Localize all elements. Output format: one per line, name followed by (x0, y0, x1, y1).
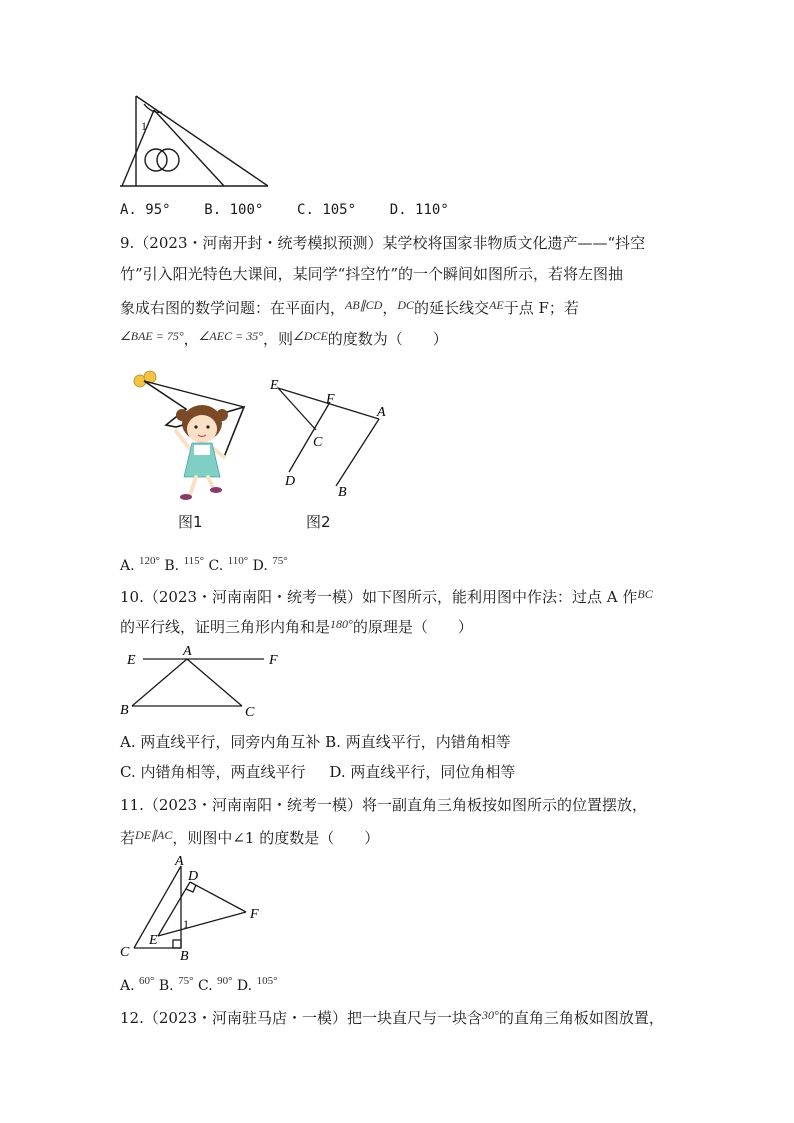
girl-eye-right (206, 425, 209, 428)
q9-option-d-value: 75° (272, 555, 288, 567)
q11-side-ef (158, 912, 246, 936)
q11-line-1: 11.（2023・河南南阳・统考一模）将一副直角三角板按如图所示的位置摆放， (120, 796, 648, 814)
q10-line-2 (120, 614, 473, 637)
q10-label-b: B (120, 703, 129, 718)
q9-fig2-label-f: F (326, 392, 335, 407)
q10-option-a: A. 两直线平行，同旁内角互补 (120, 733, 321, 751)
q9-text: 的延长线交 (414, 299, 490, 317)
q11-option-c-letter: C. (197, 978, 213, 994)
q9-fig2-label-b: B (338, 485, 347, 500)
q8-angle-label-1: 1 (141, 119, 147, 133)
q9-figure-1-caption: 图1 (178, 513, 203, 531)
q9-option-c-letter: C. (208, 558, 224, 574)
q8-inner-left (122, 110, 154, 186)
q9-math-angle-dce: ∠DCE (293, 329, 328, 343)
girl-leg-left (190, 477, 196, 495)
q9-text: 的度数为（ ） (327, 330, 448, 348)
q8-figure (118, 92, 273, 190)
q9-option-c-value: 110° (227, 555, 249, 567)
q9-option-a-value: 120° (139, 555, 160, 567)
q10-options-row-2 (120, 762, 515, 782)
q9-fig2-label-d: D (285, 474, 296, 489)
q10-label-f: F (269, 653, 278, 668)
q10-side-ab (132, 659, 187, 706)
q9-options (120, 551, 288, 576)
q11-text: ，则图中∠1 的度数是（ ） (172, 829, 380, 847)
q9-math-angle-bae: ∠BAE = 75° (120, 329, 184, 343)
q10-text: 10.（2023・河南南阳・统考一模）如下图所示，能利用图中作法：过点 A 作 (120, 588, 638, 606)
q10-label-e: E (127, 653, 136, 668)
q11-right-angle-b (173, 940, 181, 948)
q9-fig2-label-e: E (270, 378, 279, 393)
q11-label-c: C (120, 945, 130, 960)
q9-figure-1-illustration (128, 365, 258, 505)
girl-hair-bun-right (216, 409, 228, 421)
q11-label-1: 1 (183, 917, 189, 931)
q10-option-c: C. 内错角相等，两直线平行 (120, 763, 306, 781)
q11-option-b-letter: B. (158, 978, 174, 994)
q9-figure-2-geometry (265, 372, 400, 502)
q11-option-a-letter: A. (120, 978, 135, 994)
q8-circle-left (145, 149, 167, 171)
q9-math-ab-parallel-cd: AB∥CD (345, 298, 383, 312)
girl-eye-left (194, 425, 197, 428)
q12-text: 12.（2023・河南驻马店・一模）把一块直尺与一块含 (120, 1009, 483, 1027)
girl-face (187, 415, 217, 443)
q8-option-d: D. 110° (389, 202, 449, 218)
q12-text: 的直角三角板如图放置， (498, 1009, 664, 1027)
q9-fig2-label-a: A (377, 405, 386, 420)
q9-text: ， (382, 299, 398, 317)
q10-text: 的平行线，证明三角形内角和是 (120, 618, 331, 636)
q8-long-diagonal (136, 96, 268, 186)
q11-label-d: D (188, 869, 199, 884)
q11-option-c-value: 90° (217, 975, 233, 987)
q9-option-d-letter: D. (252, 558, 268, 574)
q9-line-1: 9.（2023・河南开封・统考模拟预测）某学校将国家非物质文化遗产——“抖空 (120, 234, 646, 252)
q9-option-b-letter: B. (164, 558, 180, 574)
diabolo-string-top (144, 381, 244, 407)
q9-math-angle-aec: ∠AEC = 35° (198, 329, 263, 343)
girl-shoe-right (210, 487, 222, 493)
q11-options (120, 971, 277, 996)
q9-text: 于点 F；若 (503, 299, 579, 317)
q9-text: ， (183, 330, 199, 348)
q9-figure-2-caption: 图2 (306, 513, 331, 531)
q9-text: ，则 (263, 330, 294, 348)
q10-options-row-1 (120, 732, 511, 752)
q10-text: 的原理是（ ） (352, 618, 473, 636)
q11-side-df (190, 882, 246, 912)
q9-line-2: 竹”引入阳光特色大课间，某同学“抖空竹”的一个瞬间如图所示，若将左图抽 (120, 265, 624, 283)
girl-leg-right (208, 477, 214, 489)
q11-text: 若 (120, 829, 136, 847)
q11-option-a-value: 60° (139, 975, 155, 987)
q10-option-d: D. 两直线平行，同位角相等 (329, 763, 516, 781)
girl-arm-right (214, 449, 224, 457)
q10-line-1 (120, 584, 653, 607)
q9-line-3 (120, 295, 579, 318)
q11-label-e: E (149, 933, 158, 948)
q8-circle-right (157, 149, 179, 171)
q11-option-d-value: 105° (256, 975, 278, 987)
q9-line-4 (120, 326, 448, 349)
q9-fig2-label-c: C (313, 435, 323, 450)
q11-math-de-parallel-ac: DE∥AC (135, 828, 173, 842)
girl-collar (194, 445, 210, 455)
q11-label-a: A (175, 854, 184, 869)
girl-hair-bun-left (176, 409, 188, 421)
q9-math-ae: AE (489, 298, 504, 312)
q10-math-180: 180° (330, 617, 353, 631)
q9-option-a-letter: A. (120, 558, 135, 574)
q11-line-2 (120, 825, 379, 848)
q9-fig2-line-ab (336, 419, 379, 486)
q11-option-b-value: 75° (178, 975, 194, 987)
q10-label-a: A (183, 644, 192, 659)
q8-options (120, 200, 449, 220)
q11-label-f: F (250, 907, 259, 922)
q11-option-d-letter: D. (236, 978, 253, 994)
q8-option-a: A. 95° (120, 202, 171, 218)
q12-math-30: 30° (482, 1008, 499, 1022)
q9-option-b-value: 115° (183, 555, 205, 567)
q9-math-dc: DC (397, 298, 415, 312)
girl-shoe-left (180, 494, 192, 500)
q9-text: 象成右图的数学问题：在平面内， (120, 299, 346, 317)
q11-figure (116, 852, 266, 964)
q10-math-bc: BC (637, 587, 653, 601)
q8-option-b: B. 100° (204, 202, 264, 218)
q10-label-c: C (245, 705, 255, 720)
q11-label-b: B (180, 949, 189, 964)
q10-figure (118, 644, 288, 722)
q8-option-c: C. 105° (297, 202, 357, 218)
q9-fig2-line-fd (289, 402, 330, 472)
q12-line-1 (120, 1005, 664, 1028)
q10-side-ac (187, 659, 242, 706)
q10-option-b: B. 两直线平行，内错角相等 (325, 733, 511, 751)
